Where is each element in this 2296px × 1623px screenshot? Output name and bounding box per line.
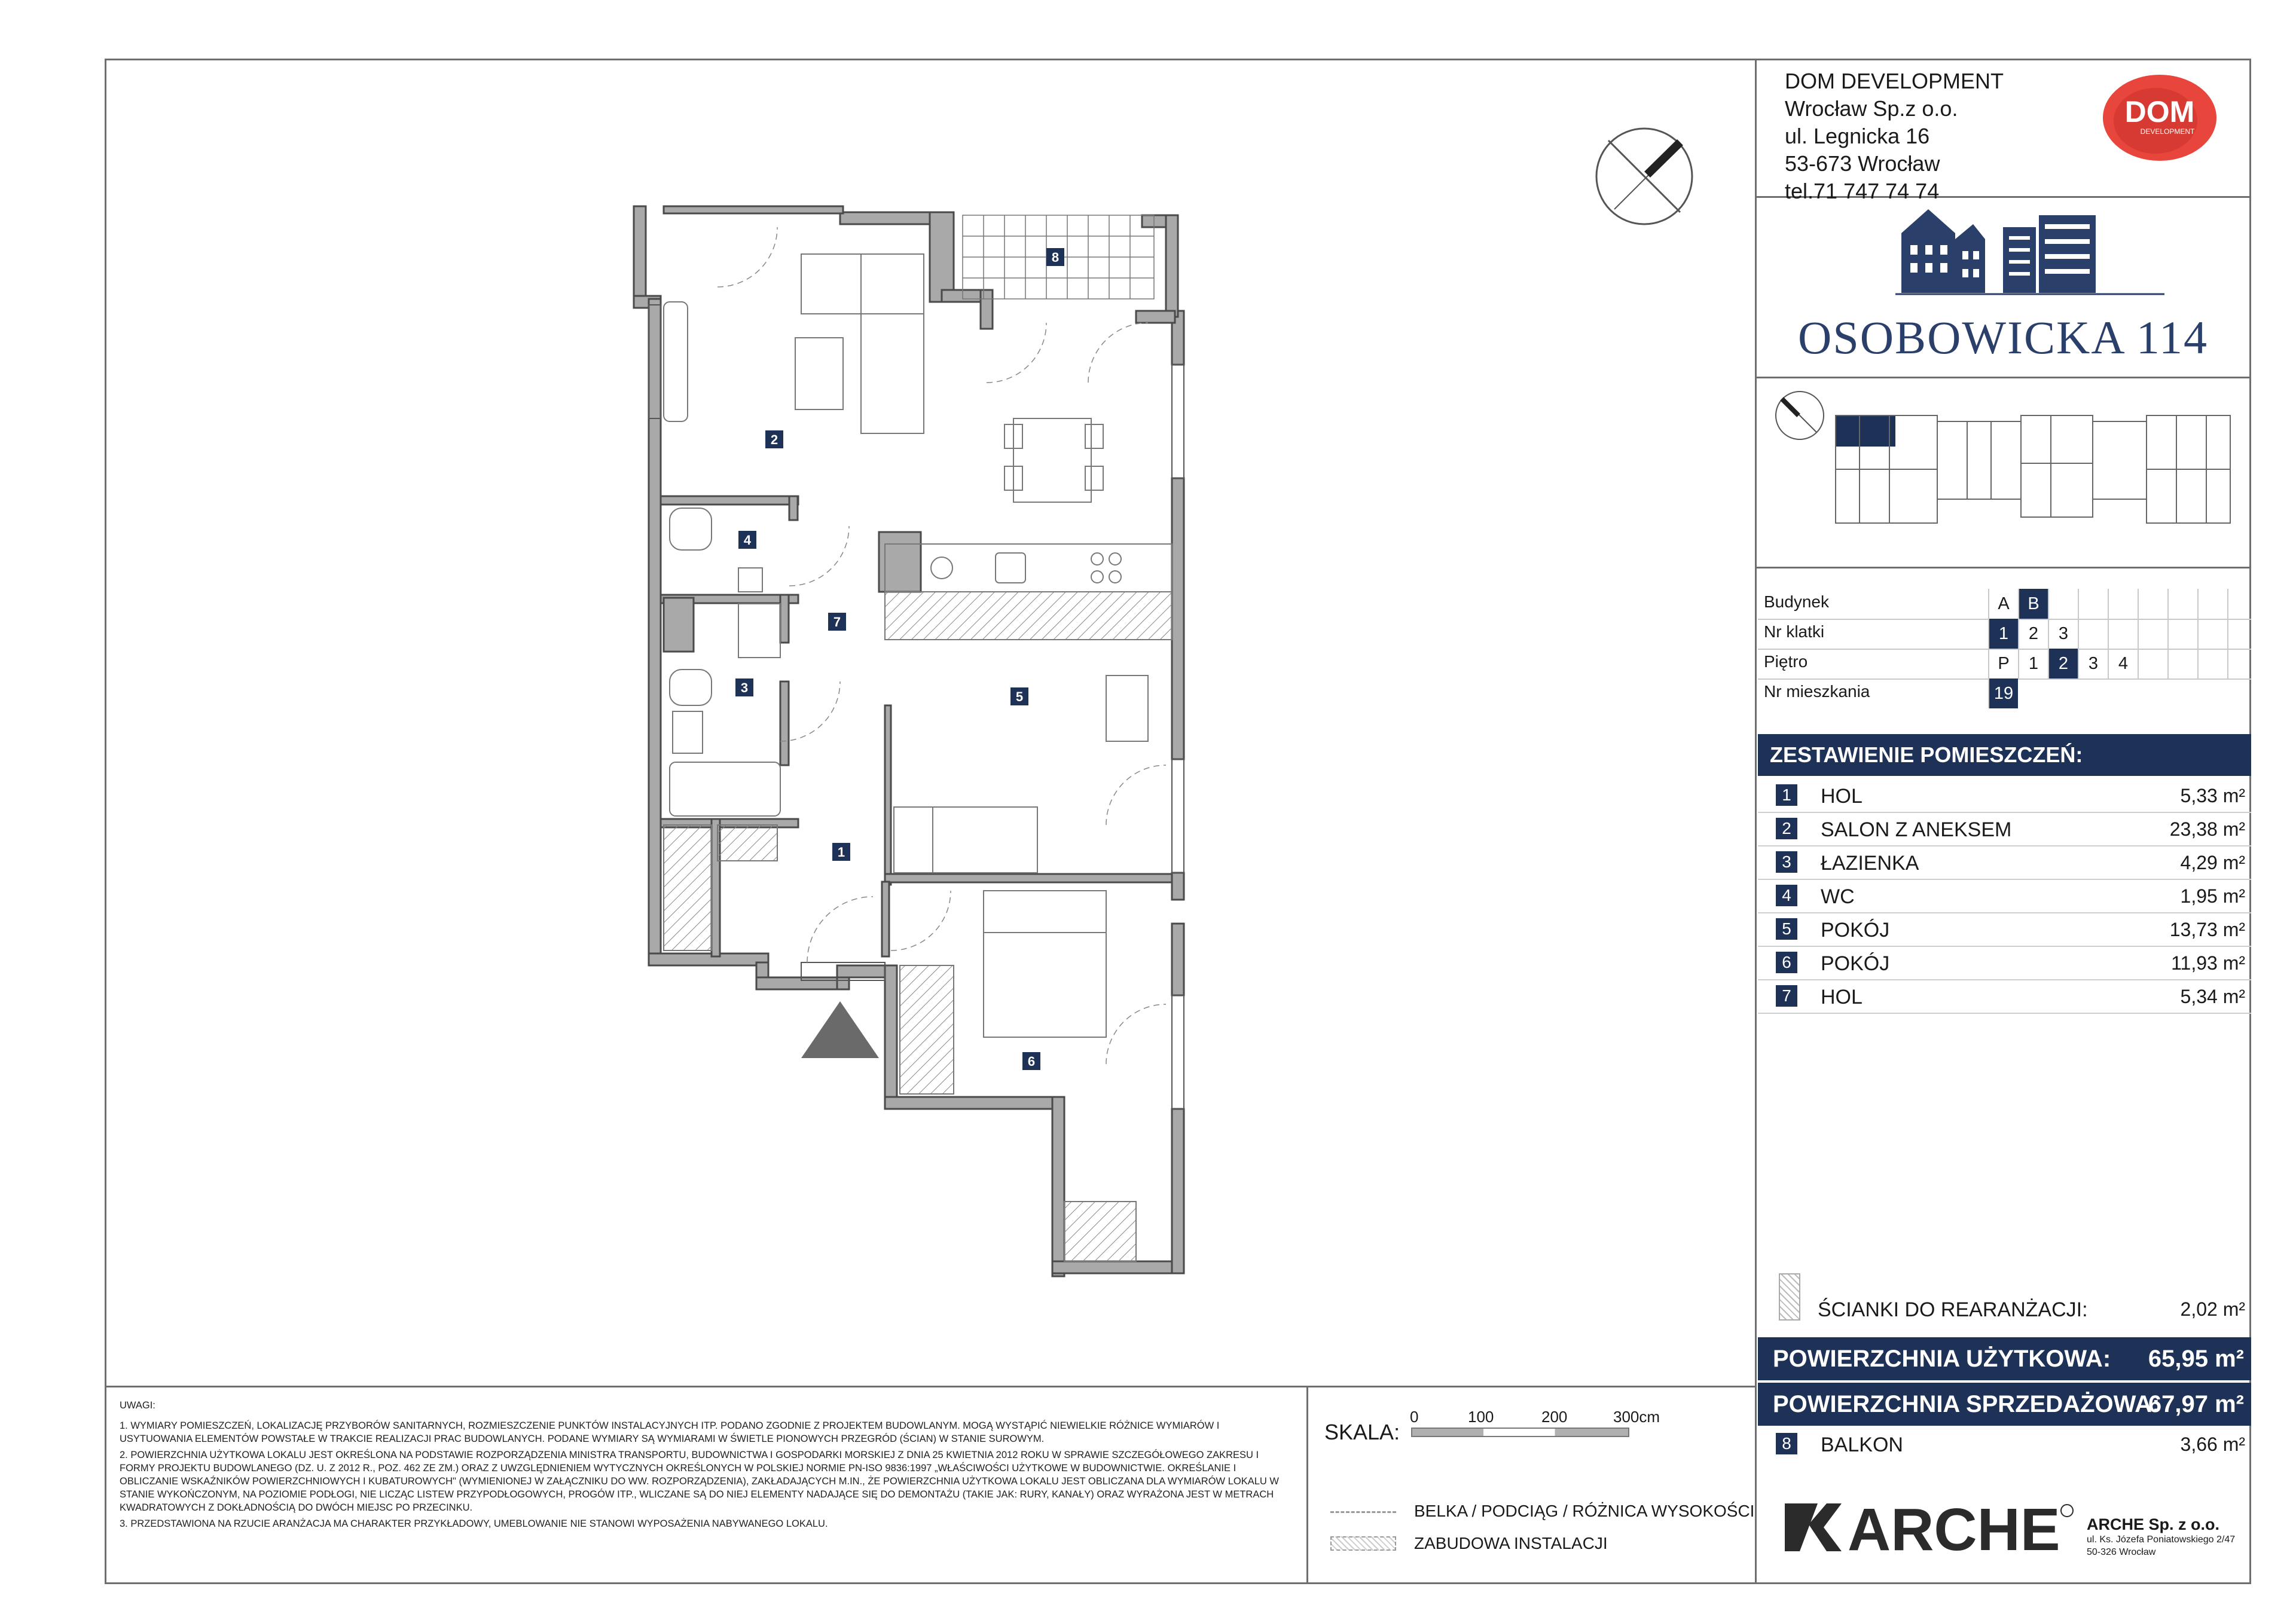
info-row-budynek	[1758, 589, 2251, 620]
room-label-8-text: 8	[1051, 250, 1060, 265]
budynek-option-a: A	[1988, 589, 2018, 619]
room-area: 4,29 m²	[2180, 852, 2245, 873]
pietro-option-1: 1	[2018, 649, 2048, 678]
key-plan-compass-icon	[1776, 392, 1824, 439]
scale-bar	[1411, 1428, 1629, 1437]
balcony-area: 3,66 m²	[2180, 1434, 2245, 1455]
building-illustration	[1895, 203, 2164, 299]
grid-cell	[2197, 649, 2227, 678]
room-label-3-text: 3	[740, 680, 749, 695]
company-phone: tel.71 747 74 74	[1785, 179, 1940, 203]
grid-cell	[2108, 619, 2138, 649]
logo-text-main: DOM	[2124, 95, 2195, 129]
notes-block	[120, 1399, 1292, 1533]
room-area: 5,33 m²	[2180, 785, 2245, 806]
room-label-7	[828, 613, 846, 631]
room-label-6	[1022, 1052, 1040, 1070]
mieszkanie-value: 19	[1988, 678, 2018, 708]
note-2: 2. POWIERZCHNIA UŻYTKOWA LOKALU JEST OKREŚLONA NA PODSTAWIE ROZPORZĄDZENIA MINISTRA TRANSPORTU, BUDOWNICTWA I GOSPODARKI MORSKIEJ Z DNIA 25 KWIETNIA 2012 ROKU W SPRAWIE SZCZEGÓŁOWEGO ZAKRESU I FORMY PROJEKTU BUDOWLANEGO (DZ. U. Z 2012 R., POZ. 462 ZE ZM.) ORAZ Z UWZGLĘDNIENIEM WYTYCZNYCH OKREŚLONYCH W POLSKIEJ NORMIE PN-ISO 9836:1997 „WŁAŚCIWOŚCI UŻYTKOWE W BUDOWNICTWIE. OKREŚLANIE I OBLICZANIE WSKAŹNIKÓW POWIERZCHNIOWYCH I KUBATUROWYCH" (WYMIENIONEJ W ZAŁĄCZNIKU DO WW. ROZPORZĄDZENIA), ZAKŁADAJĄCYCH M.IN., ŻE POWIERZCHNIA UŻYTKOWA LOKALU JEST OBLICZANA DLA WYMIARÓW LOKALU W STANIE WYKOŃCZONYM, NA POZIOMIE PODŁOGI, NIE LICZĄC LISTEW PRZYPODŁOGOWYCH, PROGÓW ITP., WLICZANE SĄ DO NIEJ ELEMENTY NADAJĄCE SIĘ DO DEMONTAŻU (TAKIE JAK: RURY, KANAŁY) ORAZ WYRAŻONA JEST W METRACH KWADRATOWYCH Z DOKŁADNOŚCIĄ DO DWÓCH MIEJSC PO PRZECINKU.	[120, 1450, 1279, 1513]
room-name: POKÓJ	[1821, 952, 1890, 975]
pietro-option-4: 4	[2108, 649, 2138, 678]
pietro-option-3: 3	[2078, 649, 2108, 678]
room-number: 3	[1776, 851, 1797, 873]
klatka-option-3: 3	[2048, 619, 2078, 649]
room-area: 1,95 m²	[2180, 885, 2245, 907]
room-row	[1758, 812, 2251, 846]
grid-cell	[2138, 589, 2167, 619]
summary-heading: ZESTAWIENIE POMIESZCZEŃ:	[1758, 734, 2251, 776]
grid-cell	[2167, 619, 2197, 649]
room-label-2	[765, 430, 783, 448]
klatka-option-2: 2	[2018, 619, 2048, 649]
mieszkanie-label: Nr mieszkania	[1764, 682, 1870, 701]
room-row	[1758, 946, 2251, 980]
scale-tick-100: 100	[1468, 1408, 1494, 1426]
project-name: OSOBOWICKA 114	[1798, 311, 2208, 363]
room-label-7-text: 7	[833, 615, 841, 629]
room-label-4	[738, 531, 756, 549]
usable-area-bar	[1758, 1337, 2251, 1380]
room-area: 23,38 m²	[2169, 818, 2245, 840]
arche-logo-text: ARCHE	[1848, 1497, 2060, 1557]
room-name: ŁAZIENKA	[1821, 852, 1919, 875]
compass-icon	[1596, 129, 1692, 224]
grid-cell	[2167, 649, 2197, 678]
grid-cell	[2048, 589, 2078, 619]
company-name: DOM DEVELOPMENT	[1785, 69, 2004, 93]
note-1: 1. WYMIARY POMIESZCZEŃ, LOKALIZACJĘ PRZYBORÓW SANITARNYCH, ROZMIESZCZENIE PUNKTÓW INSTALACYJNYCH ITP. PODANO ZGODNIE Z PROJEKTEM BUDOWLANYM. MOGĄ WYSTĄPIĆ NIEWIELKIE RÓŻNICE WYMIARÓW I USYTUOWANIA ELEMENTÓW POWSTAŁE W TRAKCIE REALIZACJI PRAC BUDOWLANYCH. PODANE WYMIARY SĄ WYMIARAMI W ŚWIETLE PIONOWYCH PRZEGRÓD (ŚCIAN) W STANIE SUROWYM.	[120, 1420, 1220, 1444]
room-label-5	[1010, 687, 1028, 705]
pietro-option-2: 2	[2048, 649, 2078, 678]
company-address	[1785, 68, 2004, 205]
room-label-5-text: 5	[1015, 689, 1024, 704]
company-line2: ul. Legnicka 16	[1785, 124, 1930, 148]
pietro-label: Piętro	[1764, 652, 1808, 671]
room-number: 7	[1776, 985, 1797, 1007]
grid-cell	[2167, 589, 2197, 619]
budynek-option-b: B	[2018, 589, 2048, 619]
grid-cell	[2197, 589, 2227, 619]
room-name: WC	[1821, 885, 1855, 908]
architect-name: ARCHE Sp. z o.o.	[2087, 1515, 2219, 1533]
info-row-klatka	[1758, 619, 2251, 650]
grid-cell	[2227, 649, 2257, 678]
scale-label: SKALA:	[1324, 1420, 1400, 1444]
installation-legend-icon	[1330, 1536, 1396, 1551]
key-plan	[1764, 386, 2242, 559]
room-number: 5	[1776, 918, 1797, 940]
walls-area: 2,02 m²	[2180, 1298, 2245, 1320]
info-row-pietro	[1758, 649, 2251, 680]
room-label-3	[735, 678, 753, 696]
grid-cell	[2078, 589, 2108, 619]
room-name: HOL	[1821, 785, 1863, 808]
balcony-name: BALKON	[1821, 1434, 1903, 1456]
panel-divider	[1755, 59, 1757, 1584]
usable-area-label: POWIERZCHNIA UŻYTKOWA:	[1773, 1346, 2111, 1372]
dom-development-logo	[2102, 73, 2218, 163]
walls-hatch-swatch	[1779, 1273, 1800, 1321]
logo-text-sub: DEVELOPMENT	[2140, 127, 2195, 136]
grid-cell	[2227, 589, 2257, 619]
grid-cell	[2108, 589, 2138, 619]
room-number: 4	[1776, 885, 1797, 906]
grid-cell	[2078, 619, 2108, 649]
grid-cell	[2197, 619, 2227, 649]
sale-area-bar	[1758, 1383, 2251, 1426]
room-label-1-text: 1	[837, 845, 845, 860]
notes-divider	[1306, 1386, 1308, 1584]
room-row	[1758, 846, 2251, 880]
bottom-divider	[105, 1386, 1756, 1387]
company-line3: 53-673 Wrocław	[1785, 151, 1940, 176]
scale-tick-0: 0	[1410, 1408, 1419, 1426]
info-row-mieszkanie	[1758, 678, 2251, 708]
walls-label: ŚCIANKI DO REARANŻACJI:	[1818, 1298, 2088, 1321]
arche-logo	[1785, 1497, 2084, 1557]
panel-rule-2	[1755, 377, 2251, 378]
klatka-label: Nr klatki	[1764, 622, 1825, 641]
note-3: 3. PRZEDSTAWIONA NA RZUCIE ARANŻACJA MA CHARAKTER PRZYKŁADOWY, UMEBLOWANIE NIE STANOWI WYPOSAŻENIA NABYWANEGO LOKALU.	[120, 1518, 828, 1529]
room-number: 1	[1776, 784, 1797, 806]
room-row	[1758, 879, 2251, 913]
room-label-2-text: 2	[770, 432, 778, 447]
beam-legend-icon	[1330, 1511, 1396, 1513]
installation-legend-label: ZABUDOWA INSTALACJI	[1414, 1534, 1608, 1552]
usable-area-value: 65,95 m²	[2148, 1346, 2244, 1372]
klatka-option-1: 1	[1988, 619, 2018, 649]
budynek-label: Budynek	[1764, 592, 1829, 611]
panel-rule-3	[1755, 567, 2251, 568]
pietro-option-p: P	[1988, 649, 2018, 678]
company-line1: Wrocław Sp.z o.o.	[1785, 96, 1958, 121]
room-label-1	[832, 843, 850, 861]
room-area: 11,93 m²	[2171, 952, 2245, 974]
architect-address1: ul. Ks. Józefa Poniatowskiego 2/47	[2087, 1535, 2236, 1545]
walls	[634, 206, 1184, 1276]
sale-area-value: 67,97 m²	[2148, 1391, 2244, 1417]
grid-cell	[2227, 619, 2257, 649]
furniture	[664, 254, 1172, 1261]
room-label-6-text: 6	[1027, 1054, 1036, 1069]
grid-cell	[2138, 619, 2167, 649]
notes-title: UWAGI:	[120, 1400, 155, 1411]
room-name: SALON Z ANEKSEM	[1821, 818, 2012, 841]
sale-area-label: POWIERZCHNIA SPRZEDAŻOWA:	[1773, 1391, 2160, 1417]
room-label-4-text: 4	[743, 533, 752, 548]
room-area: 13,73 m²	[2169, 919, 2245, 940]
balcony-row	[1758, 1428, 2251, 1460]
entrance-marker	[801, 1001, 879, 1058]
balcony-number: 8	[1776, 1433, 1797, 1454]
door-swings	[718, 227, 1166, 1064]
beam-legend-label: BELKA / PODCIĄG / RÓŻNICA WYSOKOŚCI	[1414, 1502, 1755, 1520]
room-name: HOL	[1821, 986, 1863, 1008]
scale-tick-300: 300cm	[1613, 1408, 1660, 1426]
room-row	[1758, 913, 2251, 947]
scale-tick-200: 200	[1541, 1408, 1568, 1426]
architect-address2: 50-326 Wrocław	[2087, 1547, 2156, 1557]
room-row	[1758, 779, 2251, 813]
room-number: 6	[1776, 952, 1797, 973]
room-label-8	[1046, 248, 1064, 266]
grid-cell	[2138, 649, 2167, 678]
room-number: 2	[1776, 818, 1797, 839]
room-area: 5,34 m²	[2180, 986, 2245, 1007]
room-name: POKÓJ	[1821, 919, 1890, 942]
room-row	[1758, 980, 2251, 1014]
